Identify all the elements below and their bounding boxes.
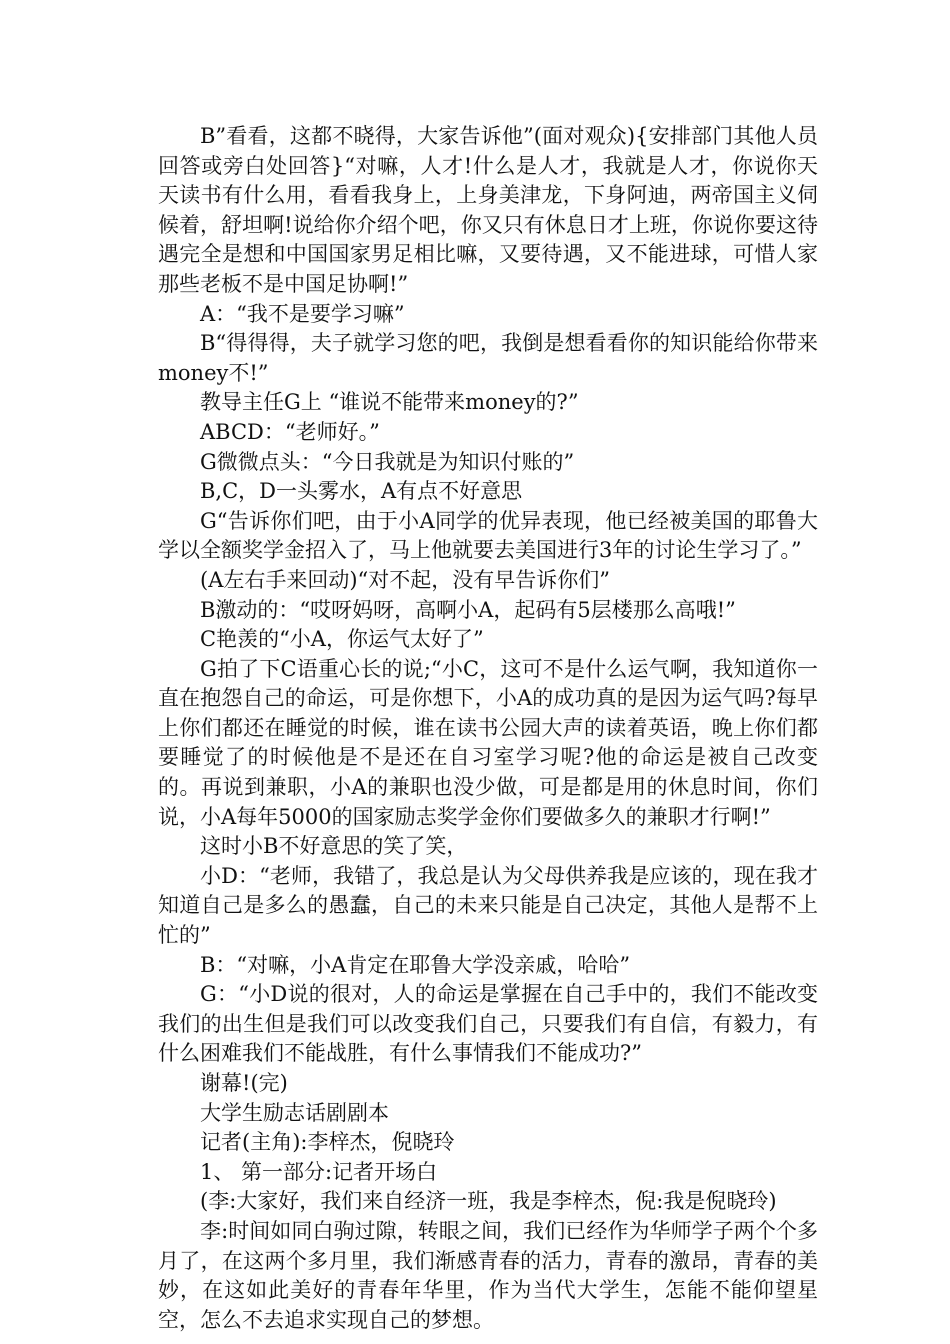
paragraph-c-envious: C艳羡的“小A，你运气太好了” [200,627,484,652]
paragraph-a-apology: (A左右手来回动)“对不起，没有早告诉你们” [200,567,611,592]
paragraph-part-one: 1、 第一部分:记者开场白 [200,1159,438,1184]
paragraph-abcd-greeting: ABCD：“老师好。” [200,419,380,444]
paragraph-li-speech: 李:时间如同白驹过隙，转眼之间，我们已经作为华师学子两个个多月了，在这两个多月里，我们渐感青春的活力，青春的激昂，青春的美妙，在这如此美好的青春年华里，作为当代大学生，怎能不能仰望星空，怎么不去追求实现自己的梦想。 [158,1218,818,1332]
paragraph-teacher-g-enters: 教导主任G上 “谁说不能带来money的?” [200,390,579,415]
paragraph-intro-dialogue: (李:大家好，我们来自经济一班，我是李梓杰，倪:我是倪晓玲) [200,1189,777,1214]
paragraph-script-title: 大学生励志话剧剧本 [200,1100,389,1125]
paragraph-b-joke: B：“对嘛，小A肯定在耶鲁大学没亲戚，哈哈” [200,952,631,977]
paragraph-bcd-confused: B,C，D一头雾水，A有点不好意思 [200,479,523,504]
paragraph-g-speech: G拍了下C语重心长的说;“小C，这可不是什么运气啊，我知道你一直在抱怨自己的命运，可是你想下，小A的成功真的是因为运气吗?每早上你们都还在睡觉的时候，谁在读书公园大声的读着英语，晚上你们都要睡觉了的时候他是不是还在自习室学习呢?他的命运是被自己改变的。再说到兼职，小A的兼职也没少做，可是都是用的休息时间，你们说，小A每年5000的国家励志奖学金你们要做多久的兼职才行啊!” [158,656,818,829]
paragraph-a-study: A：“我不是要学习嘛” [200,301,405,326]
paragraph-curtain: 谢幕!(完) [200,1071,288,1095]
paragraph-b-talent-rant: B”看看，这都不晓得，大家告诉他”(面对观众){安排部门其他人员回答或旁白处回答}“对嘛，人才!什么是人才，我就是人才，你说你天天读书有什么用，看看我身上，上身美津龙，下身阿迪，两帝国主义伺候着，舒坦啊!说给你介绍个吧，你又只有休息日才上班，你说你要这待遇完全是想和中国国家男足相比嘛，又要待遇，又不能进球，可惜人家那些老板不是中国足协啊!” [158,124,818,296]
paragraph-reporters: 记者(主角):李梓杰，倪晓玲 [200,1130,455,1155]
paragraph-g-nods: G微微点头：“今日我就是为知识付账的” [200,449,575,474]
paragraph-g-conclusion: G：“小D说的很对，人的命运是掌握在自己手中的，我们不能改变我们的出生但是我们可以改变我们自己，只要我们有自信，有毅力，有什么困难我们不能战胜，有什么事情我们不能成功?” [158,982,818,1066]
document-body [158,122,818,1335]
paragraph-b-smiles: 这时小B不好意思的笑了笑， [200,834,468,859]
paragraph-d-repents: 小D：“老师，我错了，我总是认为父母供养我是应该的，现在我才知道自己是多么的愚蠢，自己的未来只能是自己决定，其他人是帮不上忙的” [158,863,818,948]
paragraph-b-money: B“得得得，夫子就学习您的吧，我倒是想看看你的知识能给你带来money不!” [158,331,818,385]
paragraph-b-excited: B激动的：“哎呀妈呀，高啊小A，起码有5层楼那么高哦!” [200,597,736,622]
paragraph-g-yale-news: G“告诉你们吧，由于小A同学的优异表现，他已经被美国的耶鲁大学以全额奖学金招入了，马上他就要去美国进行3年的讨论生学习了。” [158,508,818,563]
